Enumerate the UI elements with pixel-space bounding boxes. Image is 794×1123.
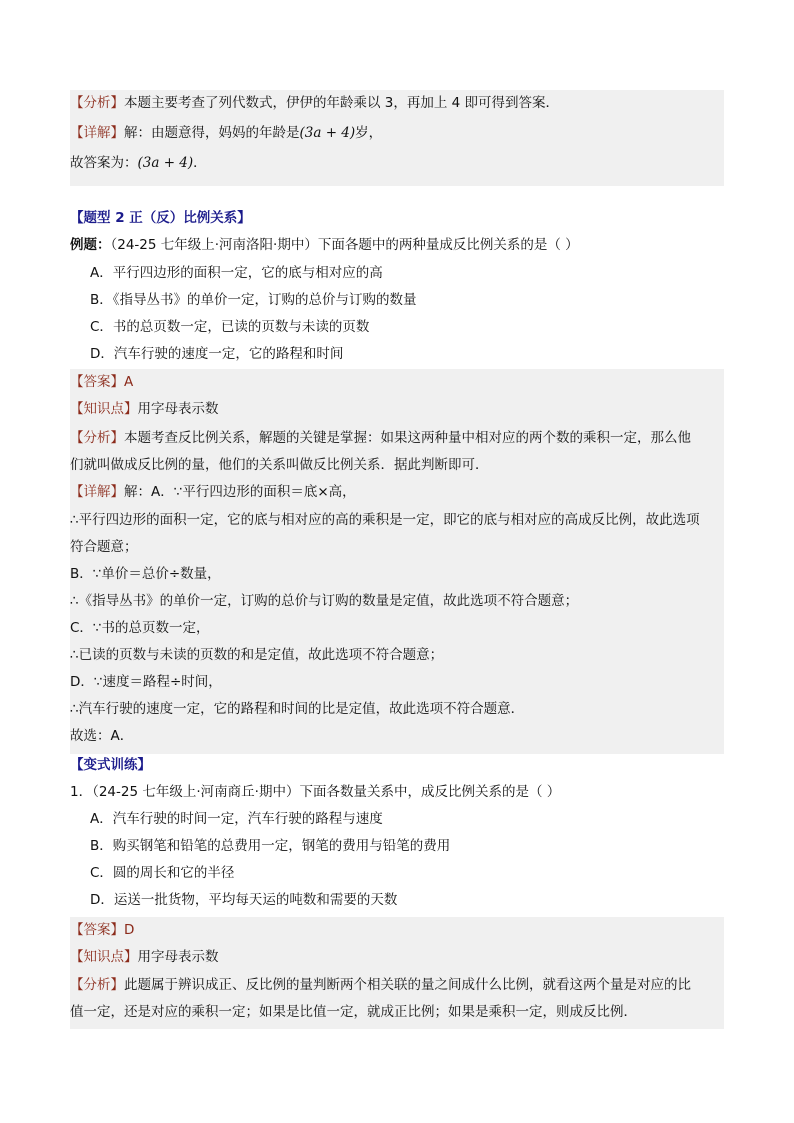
solution-block-1 [70, 90, 724, 186]
analysis-tag: 【分析】 [70, 430, 124, 446]
analysis-tag: 【分析】 [70, 977, 124, 993]
answer-tag: 【答案】 [70, 374, 124, 390]
variant-title: 【变式训练】 [70, 757, 151, 773]
analysis-text-1: 本题考查反比例关系，解题的关键是掌握：如果这两种量中相对应的两个数的乘积一定，那么他 [124, 430, 691, 446]
knowledge-tag: 【知识点】 [70, 949, 138, 965]
detail-line [70, 120, 724, 147]
solution-block-2 [70, 369, 724, 754]
analysis-line-2: 们就叫做成反比例的量，他们的关系叫做反比例关系．据此判断即可． [70, 457, 489, 473]
analysis-line [70, 90, 724, 117]
analysis-line-1 [70, 972, 724, 999]
answer-value: A [124, 374, 134, 390]
example-stem-text: （24-25 七年级上·河南洛阳·期中）下面各题中的两种量成反比例关系的是（ ） [110, 237, 579, 253]
analysis-text-1: 此题属于辨识成正、反比例的量判断两个相关联的量之间成什么比例，就看这两个量是对应的比 [124, 977, 691, 993]
detail-text-b: 岁， [355, 125, 383, 141]
answer-math: (3a + 4) [137, 155, 194, 171]
example-option-b: B．《指导丛书》的单价一定，订购的总价与订购的数量 [90, 292, 417, 308]
detail-tag: 【详解】 [70, 125, 124, 141]
solution-block-3 [70, 917, 724, 1029]
example-option-d: D．汽车行驶的速度一定，它的路程和时间 [90, 346, 344, 362]
detail-line-10: 故选：A． [70, 728, 134, 744]
knowledge-text: 用字母表示数 [137, 401, 219, 417]
answer-text-a: 故答案为： [70, 155, 138, 171]
detail-text-1: 解：A．∵平行四边形的面积＝底×高， [124, 484, 356, 500]
detail-line-8: D．∵速度＝路程÷时间， [70, 674, 222, 690]
answer-tag: 【答案】 [70, 922, 124, 938]
example-stem [70, 232, 579, 259]
detail-math: (3a + 4) [299, 125, 356, 141]
detail-line-1 [70, 479, 724, 506]
example-option-c: C．书的总页数一定，已读的页数与未读的页数 [90, 319, 370, 335]
detail-line-5: ∴《指导丛书》的单价一定，订购的总价与订购的数量是定值，故此选项不符合题意； [70, 593, 579, 609]
knowledge-line [70, 396, 724, 423]
answer-text-b: ． [193, 155, 207, 171]
analysis-line-1 [70, 425, 724, 452]
answer-line [70, 369, 724, 396]
detail-line-7: ∴已读的页数与未读的页数的和是定值，故此选项不符合题意； [70, 647, 444, 663]
q1-option-a: A．汽车行驶的时间一定，汽车行驶的路程与速度 [90, 811, 383, 827]
q1-option-b: B．购买钢笔和铅笔的总费用一定，钢笔的费用与铅笔的费用 [90, 838, 451, 854]
detail-line-9: ∴汽车行驶的速度一定，它的路程和时间的比是定值，故此选项不符合题意． [70, 701, 525, 717]
detail-tag: 【详解】 [70, 484, 124, 500]
analysis-tag: 【分析】 [70, 95, 124, 111]
knowledge-tag: 【知识点】 [70, 401, 138, 417]
knowledge-text: 用字母表示数 [137, 949, 219, 965]
example-option-a: A．平行四边形的面积一定，它的底与相对应的高 [90, 265, 383, 281]
detail-text-a: 解：由题意得，妈妈的年龄是 [124, 125, 300, 141]
example-prefix: 例题： [70, 237, 111, 253]
detail-line-4: B．∵单价＝总价÷数量， [70, 566, 221, 582]
answer-line [70, 917, 724, 944]
answer-line [70, 150, 724, 177]
analysis-text: 本题主要考查了列代数式，伊伊的年龄乘以 3，再加上 4 即可得到答案． [124, 95, 560, 111]
q1-option-c: C．圆的周长和它的半径 [90, 865, 235, 881]
detail-line-3: 符合题意； [70, 539, 138, 555]
section-title: 【题型 2 正（反）比例关系】 [70, 210, 251, 226]
detail-line-2: ∴平行四边形的面积一定，它的底与相对应的高的乘积是一定，即它的底与相对应的高成反比例，故此选项 [70, 512, 700, 528]
knowledge-line [70, 944, 724, 971]
q1-option-d: D．运送一批货物，平均每天运的吨数和需要的天数 [90, 892, 398, 908]
question-1-stem: 1．（24-25 七年级上·河南商丘·期中）下面各数量关系中，成反比例关系的是（ ） [70, 784, 561, 800]
analysis-line-2: 值一定，还是对应的乘积一定；如果是比值一定，就成正比例；如果是乘积一定，则成反比例． [70, 1004, 637, 1020]
answer-value: D [124, 922, 135, 938]
detail-line-6: C．∵书的总页数一定， [70, 620, 210, 636]
